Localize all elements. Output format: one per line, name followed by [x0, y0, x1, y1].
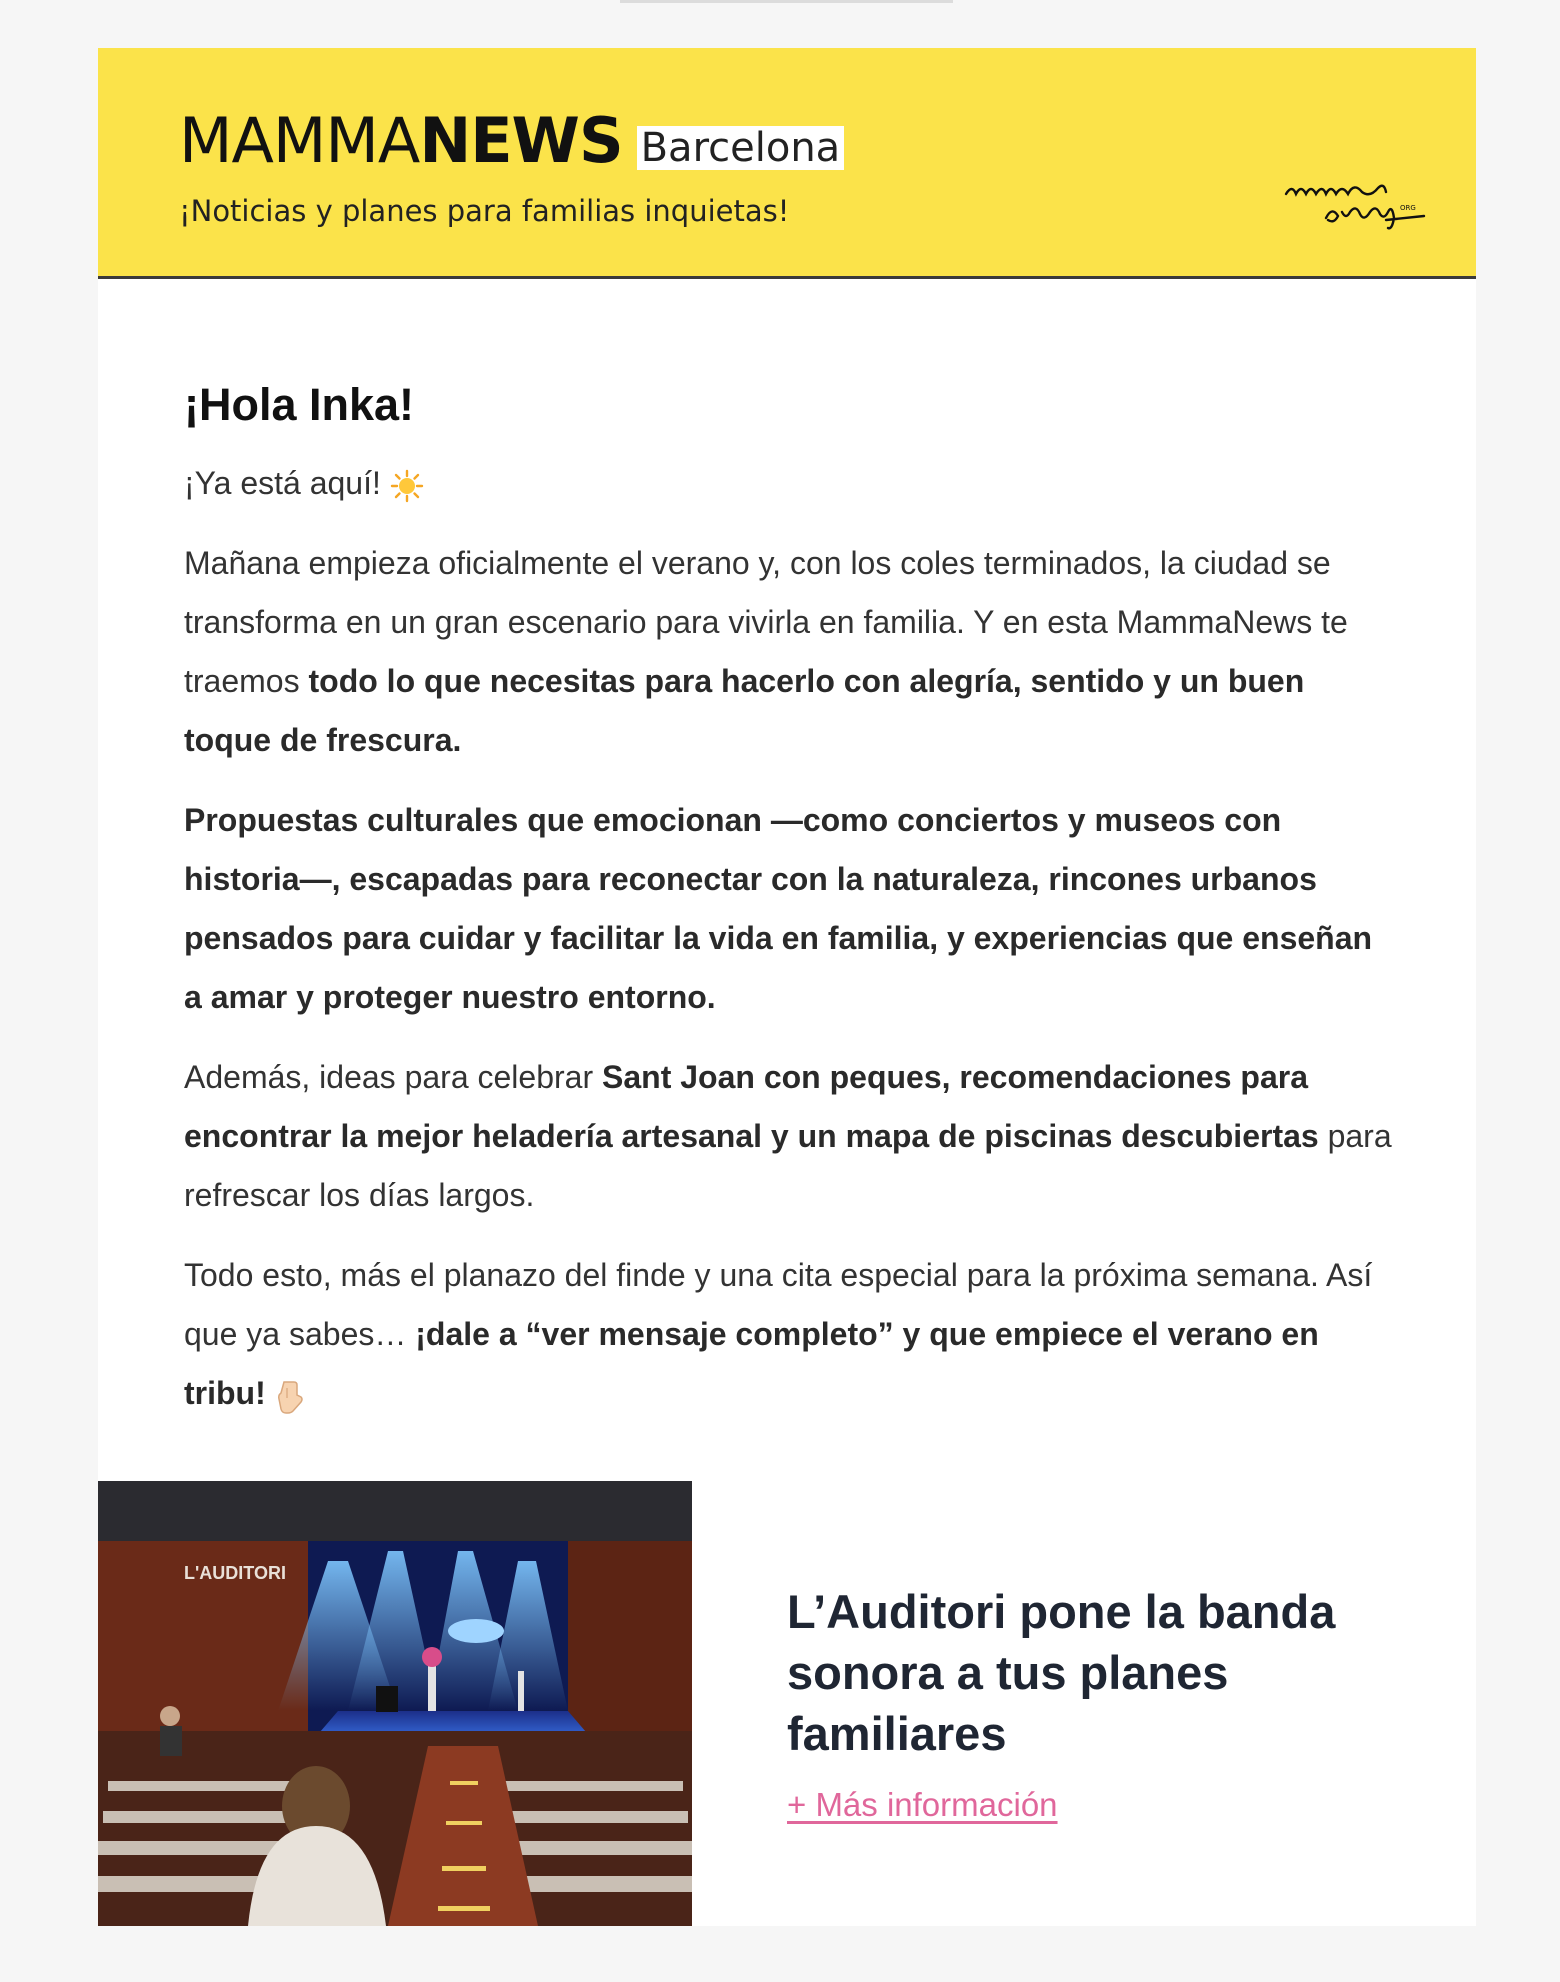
auditori-sign [184, 1563, 286, 1583]
more-info-link[interactable]: + Más información [787, 1786, 1058, 1823]
paragraph-4-text: Todo esto, más el planazo del finde y una cita especial para la próxima semana. Así que ya sabes… [184, 1257, 1373, 1352]
paragraph-1 [184, 534, 1394, 770]
paragraph-2 [184, 791, 1394, 1027]
brand-name-part2: NEWS [419, 104, 623, 177]
paragraph-3 [184, 1048, 1394, 1225]
intro-paragraph [184, 454, 1394, 513]
paragraph-4-highlight: ¡dale a “ver mensaje completo” y que empiece el verano en tribu! [184, 1316, 1319, 1411]
feature-text [787, 1581, 1387, 1824]
brand-city: Barcelona [637, 126, 845, 170]
brand-name [179, 104, 623, 177]
sun-icon [390, 469, 424, 503]
brand-lockup [179, 104, 844, 177]
email-body [184, 378, 1394, 1444]
intro-text: ¡Ya está aquí! [184, 465, 381, 501]
paragraph-1-highlight: todo lo que necesitas para hacerlo con alegría, sentido y un buen toque de frescura. [184, 663, 1305, 758]
paragraph-3-text-c: para refrescar los días largos. [184, 1118, 1392, 1213]
paragraph-2-highlight: Propuestas culturales que emocionan —como conciertos y museos con historia—, escapadas para reconectar con la naturaleza, rincones urbanos pensados para cuidar y facilitar la vida en familia, y experiencias que enseñan a amar y proteger nuestro entorno. [184, 802, 1373, 1015]
brand-name-part1: MAMMA [179, 104, 420, 177]
email-card [98, 48, 1476, 1926]
feature-title: L’Auditori pone la banda sonora a tus planes familiares [787, 1585, 1336, 1760]
pointing-down-icon [275, 1378, 305, 1414]
mammaproof-logo-icon [1282, 174, 1432, 236]
feature-block [98, 1481, 1476, 1926]
auditori-photo-illustration [98, 1481, 692, 1926]
tagline: ¡Noticias y planes para familias inquietas! [179, 194, 790, 228]
paragraph-4 [184, 1246, 1394, 1423]
newsletter-header [98, 48, 1476, 279]
svg-text:ORG: ORG [1400, 204, 1416, 212]
top-divider [620, 0, 953, 3]
paragraph-3-highlight: Sant Joan con peques, recomendaciones para encontrar la mejor heladería artesanal y un mapa de piscinas descubiertas [184, 1059, 1319, 1154]
auditori-photo[interactable] [98, 1481, 692, 1926]
svg-text:L'AUDITORI: L'AUDITORI [184, 1563, 286, 1583]
paragraph-1-text: Mañana empieza oficialmente el verano y, con los coles terminados, la ciudad se transforma en un gran escenario para vivirla en familia. Y en esta MammaNews te traemos [184, 545, 1348, 699]
paragraph-3-text-a: Además, ideas para celebrar [184, 1059, 602, 1095]
greeting-heading: ¡Hola Inka! [184, 379, 415, 430]
